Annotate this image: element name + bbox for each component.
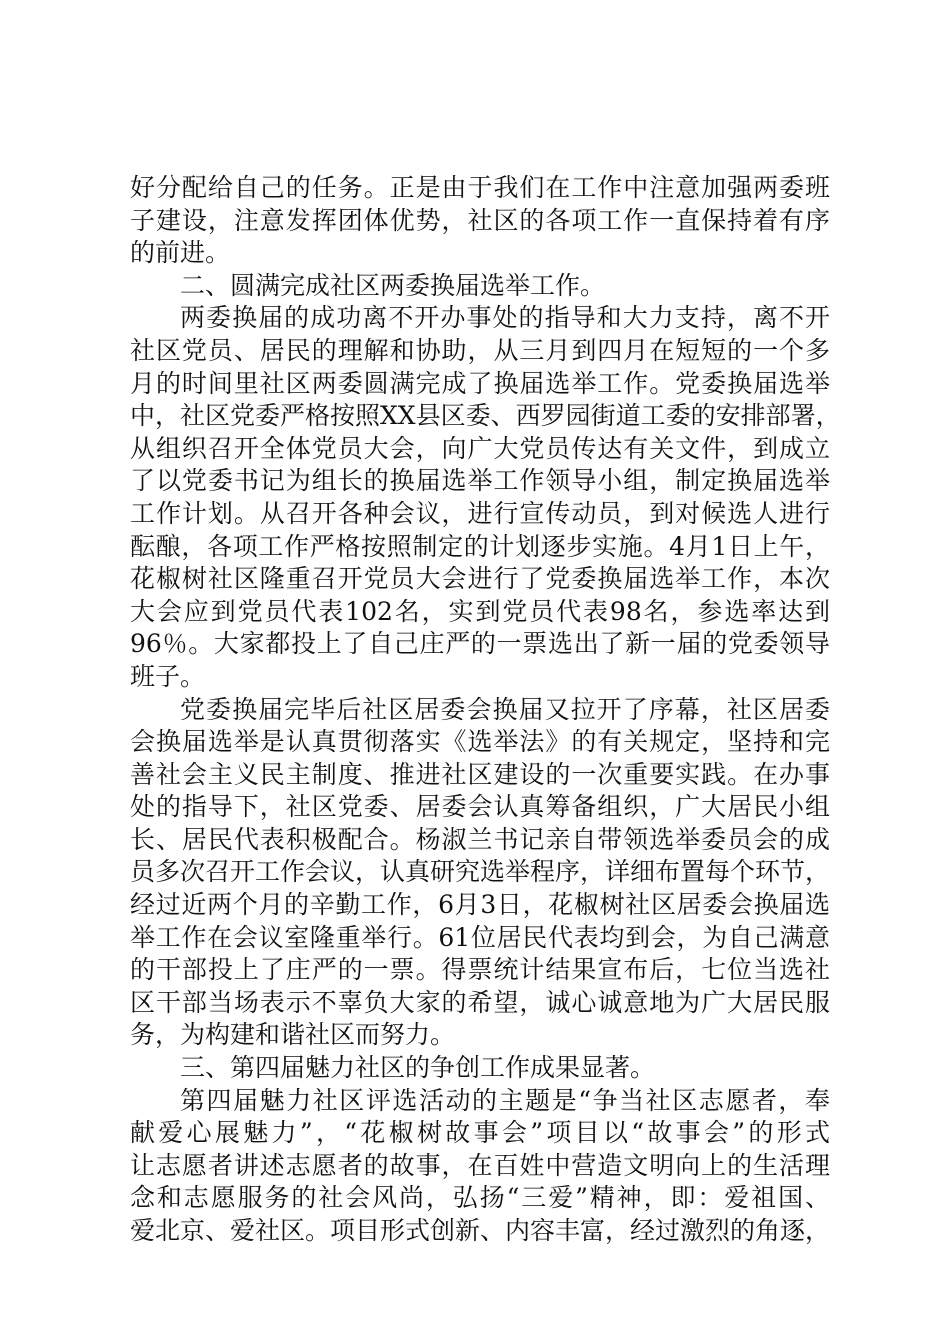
body-line: 经过近两个月的辛勤工作，6月3日，花椒树社区居委会换届选: [130, 890, 830, 920]
body-line: 区干部当场表示不辜负大家的希望，诚心诚意地为广大居民服: [130, 987, 830, 1017]
body-line: 工作计划。从召开各种会议，进行宣传动员，到对候选人进行: [130, 498, 830, 528]
body-line: 中，社区党委严格按照XX县区委、西罗园街道工委的安排部署，: [130, 401, 841, 431]
body-line: 举工作在会议室隆重举行。61位居民代表均到会，为自己满意: [130, 922, 830, 952]
body-line: 爱北京、爱社区。项目形式创新、内容丰富，经过激烈的角逐，: [130, 1216, 831, 1245]
body-line: 月的时间里社区两委圆满完成了换届选举工作。党委换届选举: [130, 368, 830, 398]
body-line: 子建设，注意发挥团体优势，社区的各项工作一直保持着有序: [130, 205, 830, 235]
section-heading-2: 二、圆满完成社区两委换届选举工作。: [180, 270, 606, 300]
section-heading-3: 三、第四届魅力社区的争创工作成果显著。: [180, 1053, 656, 1083]
body-line: 长、居民代表积极配合。杨淑兰书记亲自带领选举委员会的成: [130, 824, 830, 854]
body-line: 献爱心展魅力”，“花椒树故事会”项目以“故事会”的形式: [130, 1118, 830, 1148]
body-line: 务，为构建和谐社区而努力。: [130, 1020, 456, 1050]
body-line: 两委换届的成功离不开办事处的指导和大力支持，离不开: [180, 303, 830, 333]
body-line: 了以党委书记为组长的换届选举工作领导小组，制定换届选举: [130, 466, 830, 496]
document-body: [130, 172, 841, 1248]
body-line: 的前进。: [130, 238, 231, 268]
body-line: 的干部投上了庄严的一票。得票统计结果宣布后，七位当选社: [130, 955, 830, 985]
body-line: 班子。: [130, 661, 206, 691]
body-line: 党委换届完毕后社区居委会换届又拉开了序幕，社区居委: [180, 694, 830, 724]
body-line: 从组织召开全体党员大会，向广大党员传达有关文件，到成立: [130, 433, 830, 463]
body-line: 念和志愿服务的社会风尚，弘扬“三爱”精神，即：爱祖国、: [130, 1183, 830, 1213]
body-line: 社区党员、居民的理解和协助，从三月到四月在短短的一个多: [130, 335, 830, 365]
body-line: 第四届魅力社区评选活动的主题是“争当社区志愿者，奉: [180, 1085, 830, 1115]
body-line: 96％。大家都投上了自己庄严的一票选出了新一届的党委领导: [130, 629, 830, 659]
body-line: 花椒树社区隆重召开党员大会进行了党委换届选举工作，本次: [130, 564, 830, 594]
body-line: 让志愿者讲述志愿者的故事，在百姓中营造文明向上的生活理: [130, 1150, 830, 1180]
body-line: 大会应到党员代表102名，实到党员代表98名，参选率达到: [130, 596, 830, 626]
body-line: 善社会主义民主制度、推进社区建设的一次重要实践。在办事: [130, 759, 830, 789]
body-line: 会换届选举是认真贯彻落实《选举法》的有关规定，坚持和完: [130, 727, 830, 757]
body-line: 好分配给自己的任务。正是由于我们在工作中注意加强两委班: [130, 173, 830, 202]
body-line: 处的指导下，社区党委、居委会认真筹备组织，广大居民小组: [130, 792, 830, 822]
body-line: 酝酿，各项工作严格按照制定的计划逐步实施。4月1日上午，: [130, 531, 830, 561]
body-line: 员多次召开工作会议，认真研究选举程序，详细布置每个环节，: [130, 857, 831, 887]
